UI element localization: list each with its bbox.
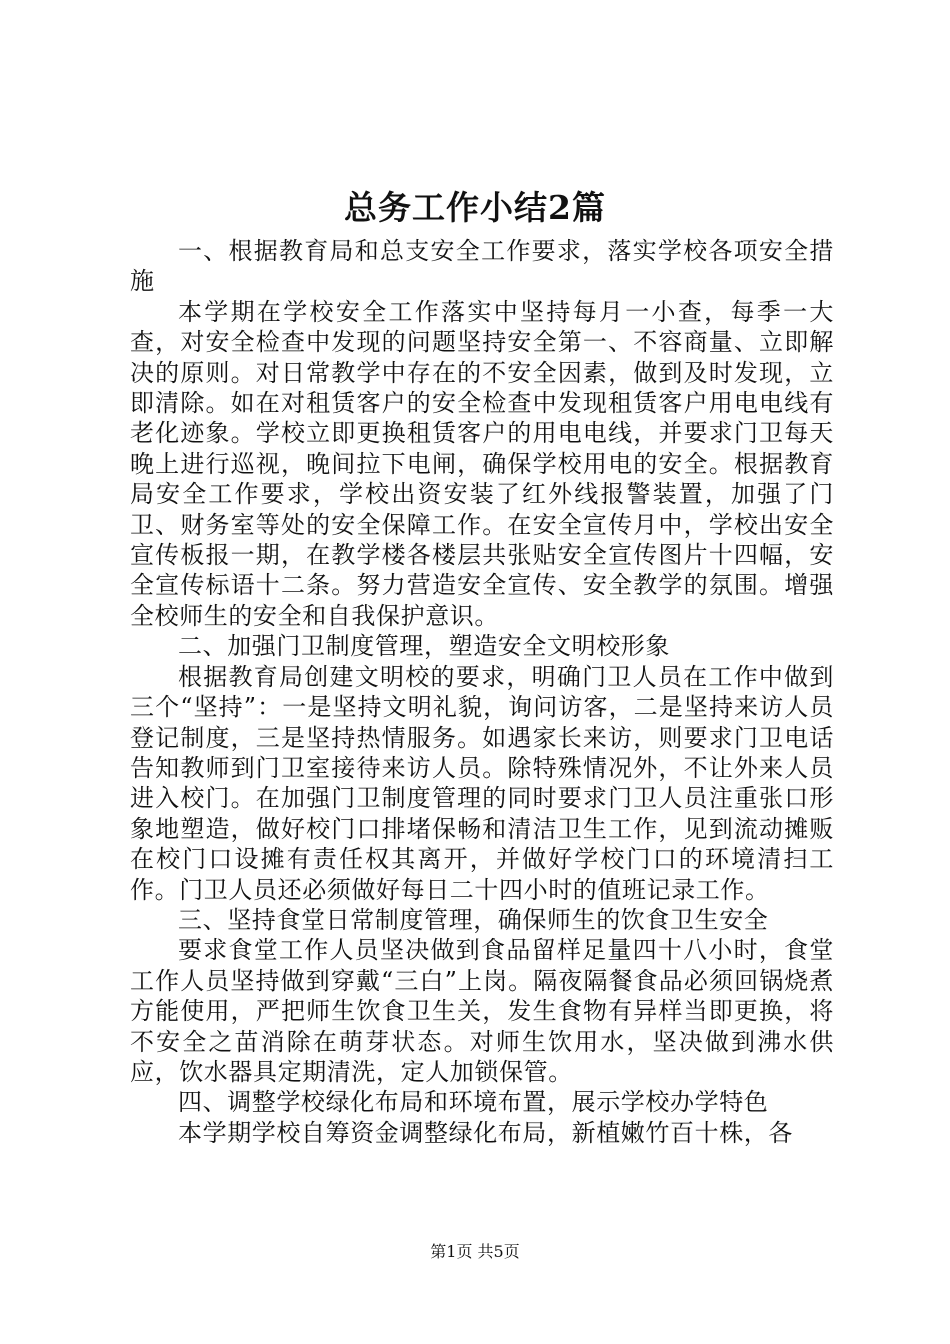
document-title: 总务工作小结2篇 [344,188,606,227]
page-footer: 第1页 共5页 [430,1242,520,1261]
body-paragraph-1: 本学期在学校安全工作落实中坚持每月一小查，每季一大查，对安全检查中发现的问题坚持安全第一、不容商量、立即解决的原则。对日常教学中存在的不安全因素，做到及时发现，立即清除。如在对租赁客户的安全检查中发现租赁客户用电电线有老化迹象。学校立即更换租赁客户的用电电线，并要求门卫每天晚上进行巡视，晚间拉下电闸，确保学校用电的安全。根据教育局安全工作要求，学校出资安装了红外线报警装置，加强了门卫、财务室等处的安全保障工作。在安全宣传月中，学校出安全宣传板报一期，在教学楼各楼层共张贴安全宣传图片十四幅，安全宣传标语十二条。努力营造安全宣传、安全教学的氛围。增强全校师生的安全和自我保护意识。 [130,297,834,630]
body-paragraph-4: 本学期学校自筹资金调整绿化布局，新植嫩竹百十株，各 [178,1118,793,1147]
section-heading-3: 三、坚持食堂日常制度管理，确保师生的饮食卫生安全 [178,905,769,934]
body-paragraph-2: 根据教育局创建文明校的要求，明确门卫人员在工作中做到三个“坚持”：一是坚持文明礼貌，询问访客，二是坚持来访人员登记制度，三是坚持热情服务。如遇家长来访，则要求门卫电话告知教师到门卫室接待来访人员。除特殊情况外，不让外来人员进入校门。在加强门卫制度管理的同时要求门卫人员注重张口形象地塑造，做好校门口排堵保畅和清洁卫生工作，见到流动摊贩在校门口设摊有责任权其离开，并做好学校门口的环境清扫工作。门卫人员还必须做好每日二十四小时的值班记录工作。 [130,662,834,904]
document-body [130,236,834,1148]
section-heading-4: 四、调整学校绿化布局和环境布置，展示学校办学特色 [178,1088,769,1117]
section-heading-1: 一、根据教育局和总支安全工作要求，落实学校各项安全措施 [130,237,834,296]
body-paragraph-3: 要求食堂工作人员坚决做到食品留样足量四十八小时，食堂工作人员坚持做到穿戴“三白”上岗。隔夜隔餐食品必须回锅烧煮方能使用，严把师生饮食卫生关，发生食物有异样当即更换，将不安全之苗消除在萌芽状态。对师生饮用水，坚决做到沸水供应，饮水器具定期清洗，定人加锁保管。 [130,936,834,1086]
section-heading-2: 二、加强门卫制度管理，塑造安全文明校形象 [178,632,670,661]
